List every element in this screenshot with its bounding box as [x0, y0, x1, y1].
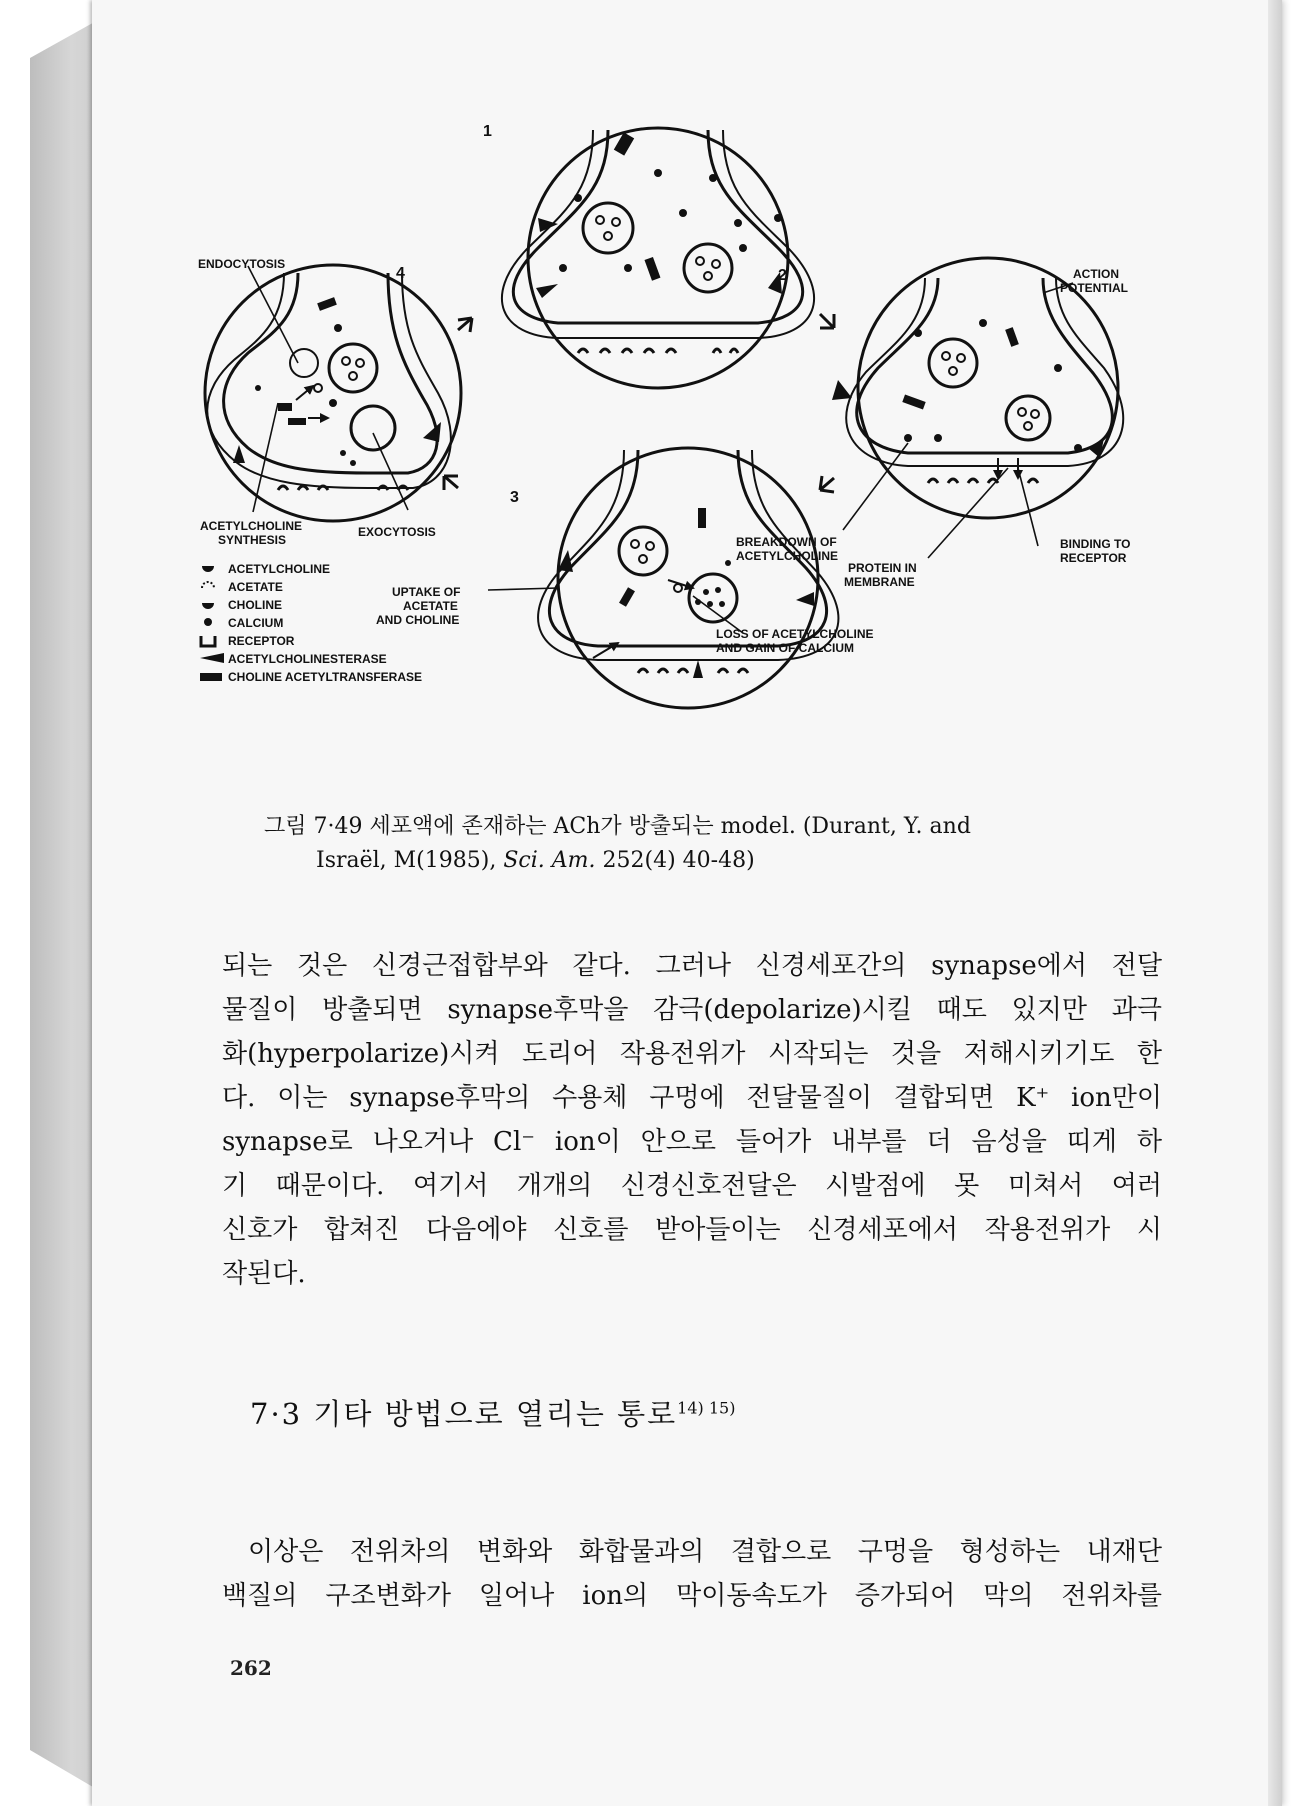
label-action-2: POTENTIAL — [1060, 281, 1128, 295]
panel-1 — [502, 128, 814, 388]
paragraph-2-line: 이상은 전위차의 변화와 화합물과의 결합으로 구멍을 형성하는 내재단 — [248, 1537, 1162, 1567]
panel-number-4: 4 — [396, 265, 405, 282]
caption-authors: Israël, M(1985), — [316, 848, 504, 873]
label-ach-synthesis-1: ACETYLCHOLINE — [200, 519, 302, 533]
label-uptake-2: ACETATE — [403, 599, 458, 613]
label-binding-1: BINDING TO — [1060, 537, 1131, 551]
paragraph-1-line: synapse로 나오거나 Cl⁻ ion이 안으로 들어가 내부를 더 음성을 띠게 하 — [222, 1127, 1162, 1157]
paragraph-1-line: 작된다. — [222, 1259, 306, 1289]
caption-journal: Sci. Am. — [503, 848, 596, 873]
paragraph-1-line: 신호가 합쳐진 다음에야 신호를 받아들이는 신경세포에서 작용전위가 시 — [222, 1215, 1162, 1245]
legend-acetylcholine: ACETYLCHOLINE — [228, 562, 330, 576]
paragraph-1-line: 기 때문이다. 여기서 개개의 신경신호전달은 시발점에 못 미쳐서 여러 — [222, 1171, 1162, 1201]
label-endocytosis: ENDOCYTOSIS — [198, 257, 286, 271]
section-refs: 14) 15) — [677, 1398, 736, 1418]
legend-choline: CHOLINE — [228, 598, 282, 612]
label-ach-synthesis-2: SYNTHESIS — [218, 533, 287, 547]
panel-number-1: 1 — [483, 123, 492, 140]
book-spine — [30, 20, 98, 1790]
paragraph-2-line: 백질의 구조변화가 일어나 ion의 막이동속도가 증가되어 막의 전위차를 — [222, 1581, 1162, 1611]
label-protein-2: MEMBRANE — [844, 575, 915, 589]
label-exocytosis: EXOCYTOSIS — [358, 525, 436, 539]
label-action-1: ACTION — [1073, 267, 1119, 281]
paragraph-1-line: 화(hyperpolarize)시켜 도리어 작용전위가 시작되는 것을 저해시키기도 한 — [222, 1039, 1162, 1069]
label-loss-2: AND GAIN OF CALCIUM — [716, 641, 854, 655]
synapse-figure — [138, 118, 1158, 798]
label-uptake-1: UPTAKE OF — [392, 585, 461, 599]
page-number: 262 — [230, 1656, 272, 1680]
paragraph-1 — [222, 944, 1162, 1296]
label-breakdown-2: ACETYLCHOLINE — [736, 549, 838, 563]
legend-acetylcholinesterase: ACETYLCHOLINESTERASE — [228, 652, 387, 666]
paragraph-2 — [222, 1530, 1162, 1618]
legend-acetate: ACETATE — [228, 580, 283, 594]
page-edge — [1268, 0, 1282, 1806]
paragraph-1-line: 물질이 방출되면 synapse후막을 감극(depolarize)시킬 때도 있지만 과극 — [222, 995, 1162, 1025]
legend-choline-acetyltransferase: CHOLINE ACETYLTRANSFERASE — [228, 670, 423, 684]
legend-calcium: CALCIUM — [228, 616, 284, 630]
section-title: 7·3 기타 방법으로 열리는 통로 — [250, 1397, 678, 1431]
section-heading — [250, 1392, 735, 1433]
panel-3 — [538, 448, 838, 708]
caption-volume: 252(4) 40-48) — [595, 848, 755, 873]
synapse-diagram — [138, 118, 1158, 798]
panel-2 — [832, 258, 1123, 518]
panel-number-2: 2 — [778, 267, 787, 284]
label-breakdown-1: BREAKDOWN OF — [736, 535, 837, 549]
paragraph-1-line: 되는 것은 신경근접합부와 같다. 그러나 신경세포간의 synapse에서 전달 — [222, 951, 1162, 981]
label-binding-2: RECEPTOR — [1060, 551, 1127, 565]
cycle-arrows — [444, 314, 834, 492]
panel-4 — [205, 265, 461, 521]
label-uptake-3: AND CHOLINE — [376, 613, 460, 627]
paragraph-1-line: 다. 이는 synapse후막의 수용체 구멍에 전달물질이 결합되면 K⁺ ion만이 — [222, 1083, 1162, 1113]
figure-caption — [264, 810, 1134, 878]
legend-receptor: RECEPTOR — [228, 634, 295, 648]
caption-line-1: 그림 7·49 세포액에 존재하는 ACh가 방출되는 model. (Durant, Y. and — [264, 814, 971, 839]
label-loss-1: LOSS OF ACETYLCHOLINE — [716, 627, 874, 641]
caption-line-2 — [264, 844, 1134, 878]
label-protein-1: PROTEIN IN — [848, 561, 917, 575]
panel-number-3: 3 — [510, 489, 519, 506]
